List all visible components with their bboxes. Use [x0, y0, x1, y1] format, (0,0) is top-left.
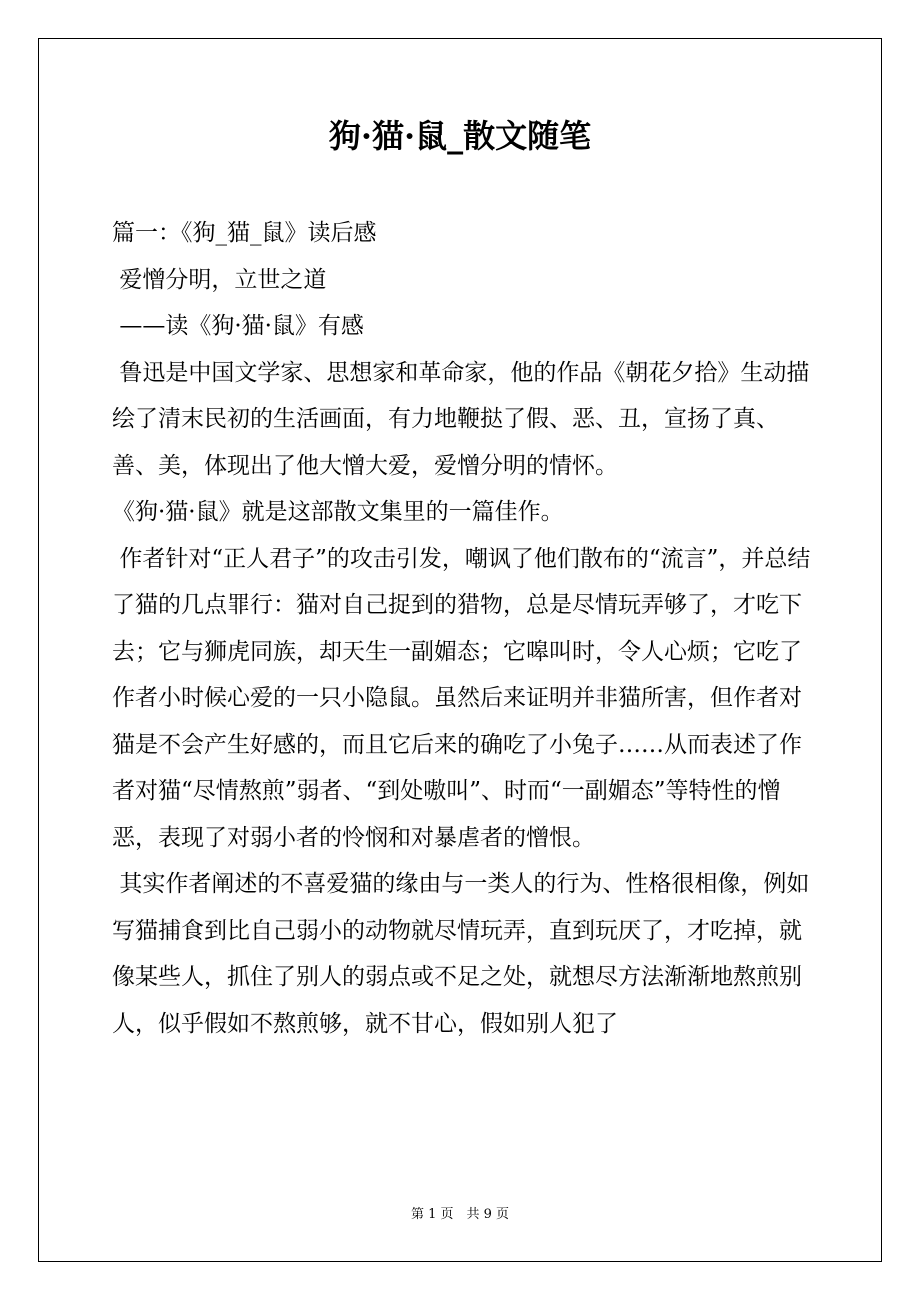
paragraph-heading: 篇一：《狗_猫_鼠》读后感	[112, 220, 377, 246]
paragraph: 其实作者阐述的不喜爱猫的缘由与一类人的行为、性格很相像，例如写猫捕食到比自己弱小的动物就尽情玩弄，直到玩厌了，才吃掉，就像某些人，抓住了别人的弱点或不足之处，就想尽方法渐渐地熬煎别人，似乎假如不熬煎够，就不甘心，假如别人犯了	[112, 871, 810, 1037]
paragraph: 《狗·猫·鼠》就是这部散文集里的一篇佳作。	[112, 499, 564, 525]
document-body	[112, 210, 817, 1047]
paragraph-byline: ——读《狗·猫·鼠》有感	[112, 313, 364, 339]
paragraph: 作者针对“正人君子”的攻击引发，嘲讽了他们散布的“流言”，并总结了猫的几点罪行：猫对自己捉到的猎物，总是尽情玩弄够了，才吃下去；它与狮虎同族，却天生一副媚态；它嗥叫时，令人心烦；它吃了作者小时候心爱的一只小隐鼠。虽然后来证明并非猫所害，但作者对猫是不会产生好感的，而且它后来的确吃了小兔子……从而表述了作者对猫“尽情熬煎”弱者、“到处嗷叫”、时而“一副媚态”等特性的憎恶，表现了对弱小者的怜悯和对暴虐者的憎恨。	[112, 545, 811, 851]
paragraph-subtitle: 爱憎分明，立世之道	[112, 266, 327, 293]
page-number-footer: 第 1 页 共 9 页	[410, 1207, 510, 1222]
document-title: 狗·猫·鼠_散文随笔	[328, 117, 592, 155]
paragraph: 鲁迅是中国文学家、思想家和革命家，他的作品《朝花夕拾》生动描绘了清末民初的生活画面，有力地鞭挞了假、恶、丑，宣扬了真、善、美，体现出了他大憎大爱，爱憎分明的情怀。	[112, 359, 810, 479]
